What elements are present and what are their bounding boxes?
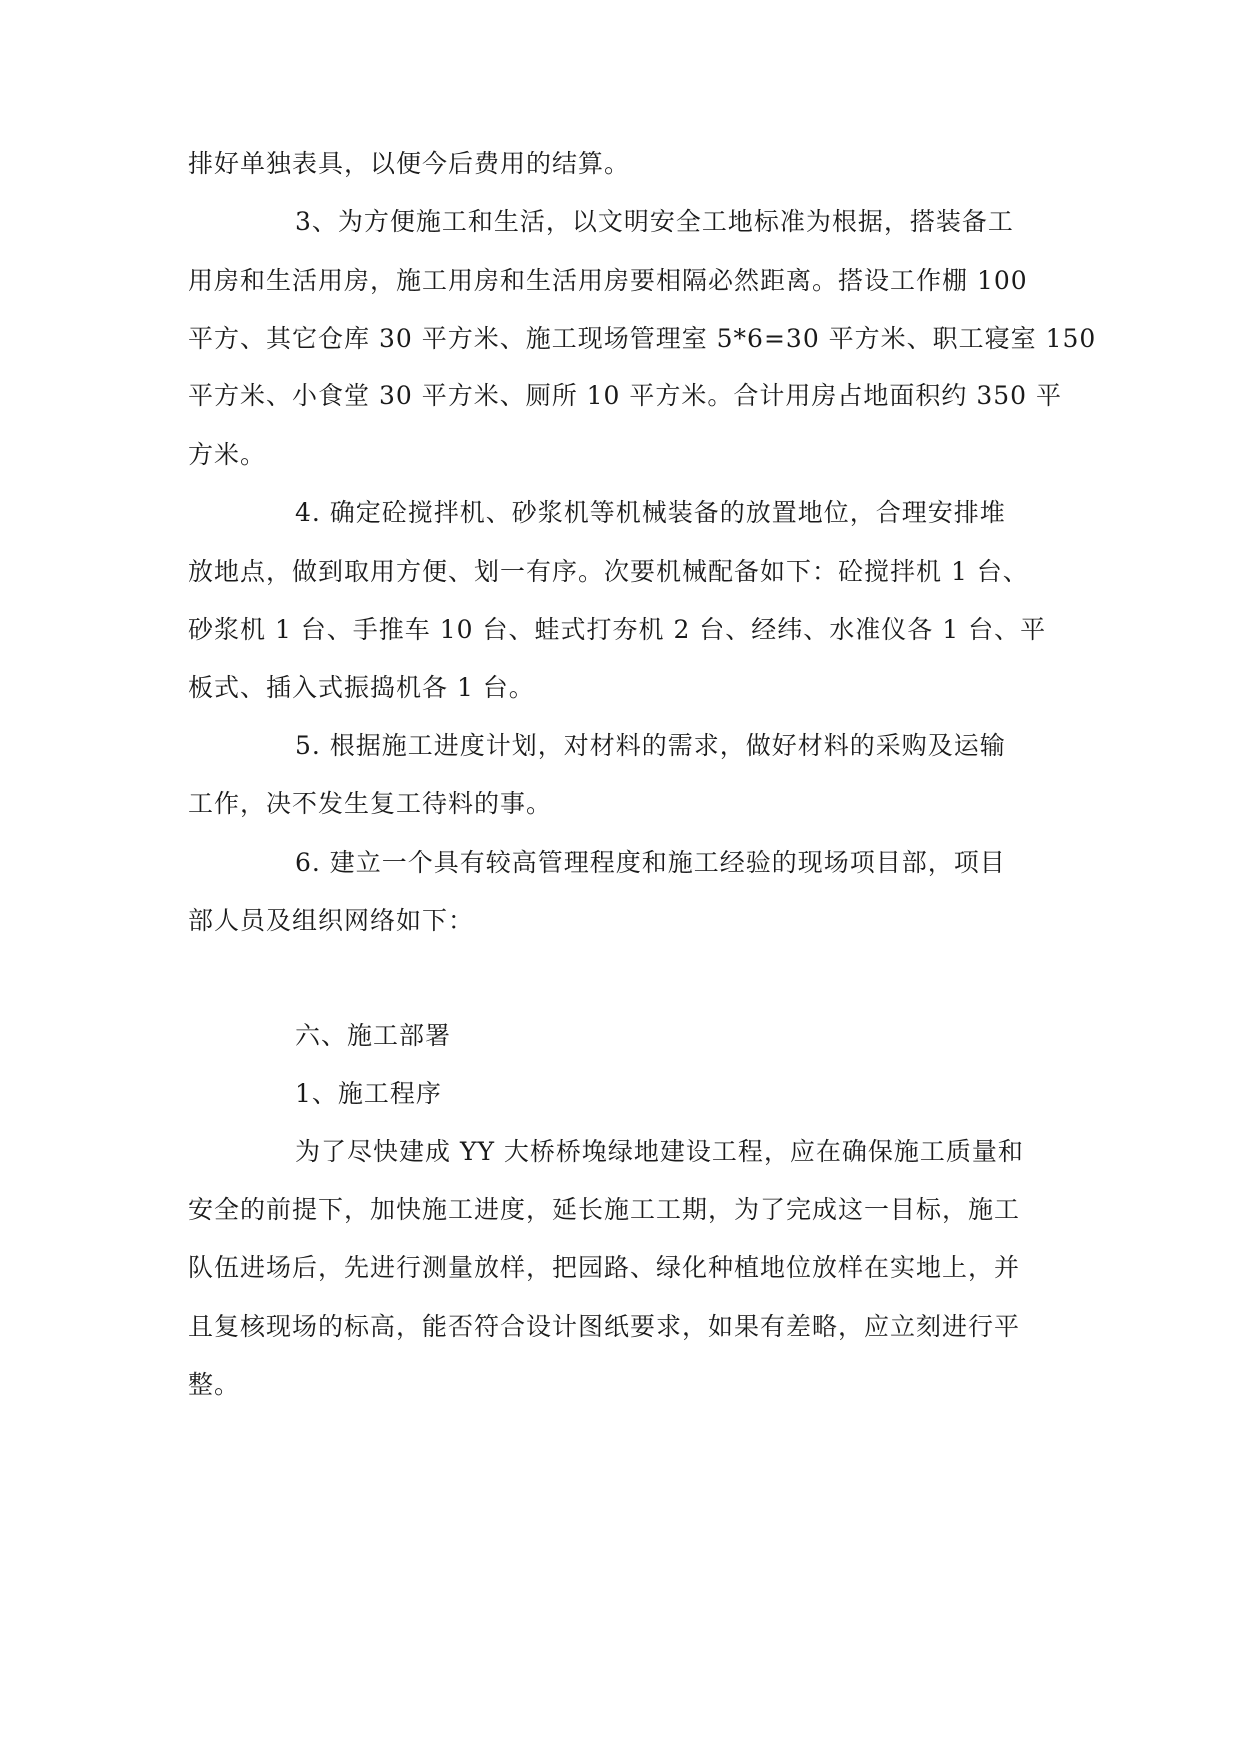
paragraph-line: 为了尽快建成 YY 大桥桥堍绿地建设工程，应在确保施工质量和 bbox=[295, 1137, 1024, 1166]
paragraph-5-line: 5. 根据施工进度计划，对材料的需求，做好材料的采购及运输 bbox=[295, 731, 1006, 760]
text-line: 砂浆机 1 台、手推车 10 台、蛙式打夯机 2 台、经纬、水准仪各 1 台、平 bbox=[188, 615, 1047, 644]
paragraph-4-line: 4. 确定砼搅拌机、砂浆机等机械装备的放置地位，合理安排堆 bbox=[295, 498, 1006, 527]
subsection-heading: 1、施工程序 bbox=[295, 1079, 442, 1108]
text-line: 且复核现场的标高，能否符合设计图纸要求，如果有差略，应立刻进行平 bbox=[188, 1312, 1021, 1341]
text-line: 放地点，做到取用方便、划一有序。次要机械配备如下：砼搅拌机 1 台、 bbox=[188, 557, 1029, 586]
text-line: 方米。 bbox=[188, 440, 267, 469]
paragraph-3-line: 3、为方便施工和生活，以文明安全工地标准为根据，搭装备工 bbox=[295, 207, 1014, 236]
text-line: 部人员及组织网络如下： bbox=[188, 906, 475, 935]
text-line: 整。 bbox=[188, 1370, 241, 1399]
text-line: 平方、其它仓库 30 平方米、施工现场管理室 5*6=30 平方米、职工寝室 150 bbox=[188, 324, 1097, 353]
text-line: 排好单独表具，以便今后费用的结算。 bbox=[188, 149, 631, 178]
section-heading: 六、施工部署 bbox=[295, 1021, 452, 1050]
text-line: 用房和生活用房，施工用房和生活用房要相隔必然距离。搭设工作棚 100 bbox=[188, 266, 1028, 295]
text-line: 板式、插入式振捣机各 1 台。 bbox=[188, 673, 535, 702]
text-line: 工作，决不发生复工待料的事。 bbox=[188, 789, 553, 818]
text-line: 队伍进场后，先进行测量放样，把园路、绿化种植地位放样在实地上，并 bbox=[188, 1253, 1021, 1282]
text-line: 平方米、小食堂 30 平方米、厕所 10 平方米。合计用房占地面积约 350 平 bbox=[188, 381, 1063, 410]
paragraph-6-line: 6. 建立一个具有较高管理程度和施工经验的现场项目部，项目 bbox=[295, 848, 1006, 877]
text-line: 安全的前提下，加快施工进度，延长施工工期，为了完成这一目标，施工 bbox=[188, 1195, 1021, 1224]
